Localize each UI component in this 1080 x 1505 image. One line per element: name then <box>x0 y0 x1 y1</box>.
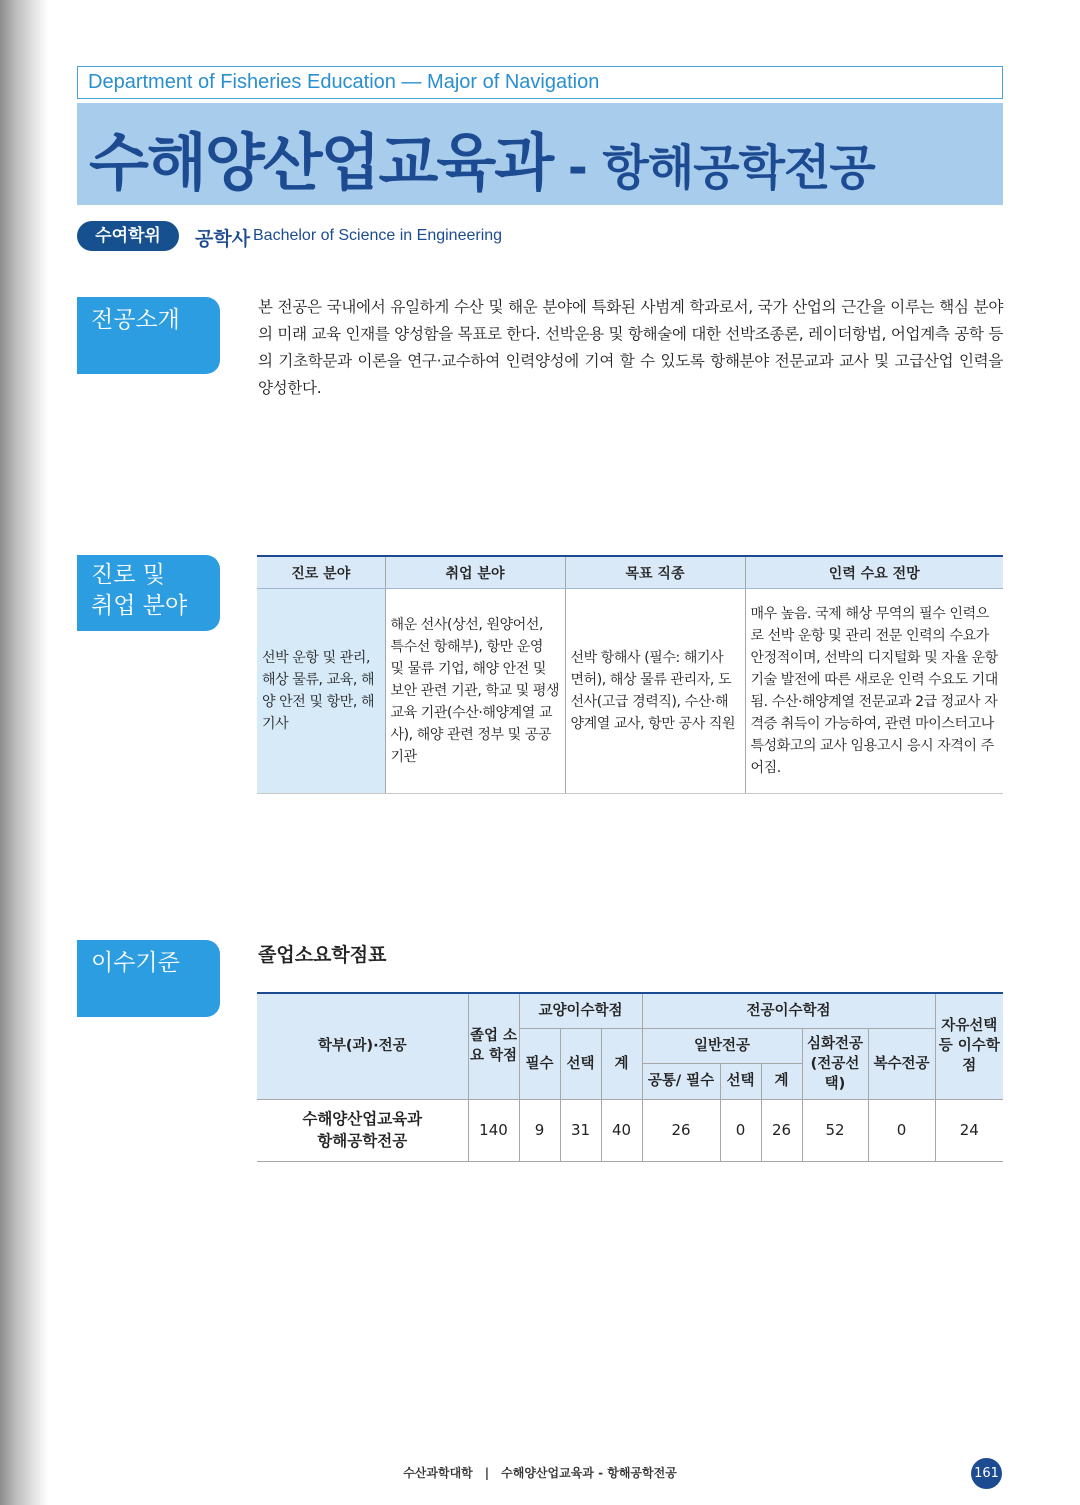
credit-cell-liberal-required: 9 <box>519 1099 560 1161</box>
degree-name-english: Bachelor of Science in Engineering <box>253 227 503 244</box>
career-header-employment: 취업 분야 <box>385 556 565 589</box>
career-cell-employment: 해운 선사(상선, 원양어선, 특수선 항해부), 항만 운영 및 물류 기업, 해양 안전 및 보안 관련 기관, 학교 및 평생교육 기관(수산·해양계열 교사), 해양 관련 정부 및 공공기관 <box>385 589 565 794</box>
credit-header-row-1 <box>257 993 1003 1028</box>
credit-table-title: 졸업소요학점표 <box>258 944 387 966</box>
career-header-demand: 인력 수요 전망 <box>745 556 1003 589</box>
page-title-separator: - <box>552 140 603 196</box>
book-spine-shadow <box>0 0 48 1505</box>
credit-cell-gm-elective: 0 <box>720 1099 761 1161</box>
section-tab-intro: 전공소개 <box>77 297 220 374</box>
credit-cell-total: 140 <box>468 1099 519 1161</box>
credit-cell-double-major: 0 <box>868 1099 935 1161</box>
graduation-credit-table <box>257 992 1003 1162</box>
credit-header-liberal-sum: 계 <box>601 1028 642 1099</box>
footer-college: 수산과학대학 <box>403 1466 473 1480</box>
career-table-row <box>257 589 1003 794</box>
credit-header-liberal-required: 필수 <box>519 1028 560 1099</box>
credit-cell-free-elective: 24 <box>935 1099 1003 1161</box>
career-header-path: 진로 분야 <box>257 556 385 589</box>
credit-header-general-major: 일반전공 <box>642 1028 802 1063</box>
section-tab-career-line2: 취업 분야 <box>91 593 188 619</box>
degree-badge: 수여학위 <box>77 221 179 251</box>
page-footer <box>0 1464 1080 1481</box>
credit-header-liberal-elective: 선택 <box>560 1028 601 1099</box>
title-banner <box>77 103 1003 205</box>
career-table <box>257 555 1003 794</box>
section-tab-requirements: 이수기준 <box>77 940 220 1017</box>
credit-cell-common-required: 26 <box>642 1099 720 1161</box>
credit-header-common-required: 공통/ 필수 <box>642 1063 720 1099</box>
page-title-main: 수해양산업교육과 <box>89 126 553 199</box>
section-tab-career-line1: 진로 및 <box>91 562 165 588</box>
section-tab-career <box>77 555 220 631</box>
credit-header-advanced-major: 심화전공 (전공선택) <box>802 1028 868 1099</box>
credit-cell-gm-sum: 26 <box>761 1099 802 1161</box>
career-table-header-row <box>257 556 1003 589</box>
page-number: 161 <box>971 1458 1002 1489</box>
credit-header-dept: 학부(과)·전공 <box>257 993 468 1099</box>
career-cell-target-job: 선박 항해사 (필수: 해기사 면허), 해상 물류 관리자, 도선사(고급 경력직), 수산·해양계열 교사, 항만 공사 직원 <box>565 589 745 794</box>
credit-header-total: 졸업 소요 학점 <box>468 993 519 1099</box>
career-cell-path: 선박 운항 및 관리, 해상 물류, 교육, 해양 안전 및 항만, 해기사 <box>257 589 385 794</box>
credit-cell-liberal-sum: 40 <box>601 1099 642 1161</box>
credit-cell-advanced-major: 52 <box>802 1099 868 1161</box>
intro-paragraph: 본 전공은 국내에서 유일하게 수산 및 해운 분야에 특화된 사범계 학과로서, 국가 산업의 근간을 이루는 핵심 분야의 미래 교육 인재를 양성함을 목표로 한다. 선박운용 및 항해술에 대한 선박조종론, 레이더항법, 어업계측 공학 등의 기초학문과 이론을 연구·교수하여 인력양성에 기여 할 수 있도록 항해분야 전문교과 교사 및 고급산업 인력을 양성한다. <box>258 298 1003 397</box>
career-cell-demand: 매우 높음. 국제 해상 무역의 필수 인력으로 선박 운항 및 관리 전문 인력의 수요가 안정적이며, 선박의 디지털화 및 자율 운항 기술 발전에 따른 새로운 인력 수요도 기대됨. 수산·해양계열 전문교과 2급 정교사 자격증 취득이 가능하여, 관련 마이스터고나 특성화고의 교사 임용고시 응시 자격이 주어짐. <box>745 589 1003 794</box>
credit-header-major: 전공이수학점 <box>642 993 935 1028</box>
department-english-title: Department of Fisheries Education — Major of Navigation <box>77 66 1003 99</box>
footer-separator: | <box>484 1466 490 1480</box>
credit-cell-liberal-elective: 31 <box>560 1099 601 1161</box>
credit-header-liberal: 교양이수학점 <box>519 993 642 1028</box>
page-title-sub: 항해공학전공 <box>602 140 875 196</box>
credit-cell-dept <box>257 1099 468 1161</box>
credit-header-gm-sum: 계 <box>761 1063 802 1099</box>
credit-header-gm-elective: 선택 <box>720 1063 761 1099</box>
credit-cell-dept-line2: 항해공학전공 <box>317 1132 408 1150</box>
degree-name-korean: 공학사 <box>195 228 251 250</box>
credit-cell-dept-line1: 수해양산업교육과 <box>302 1110 423 1128</box>
page-title <box>89 113 875 202</box>
career-header-target-job: 목표 직종 <box>565 556 745 589</box>
credit-table-row <box>257 1099 1003 1161</box>
credit-header-double-major: 복수전공 <box>868 1028 935 1099</box>
credit-header-free-elective: 자유선택 등 이수학점 <box>935 993 1003 1099</box>
footer-department: 수해양산업교육과 - 항해공학전공 <box>501 1466 677 1480</box>
